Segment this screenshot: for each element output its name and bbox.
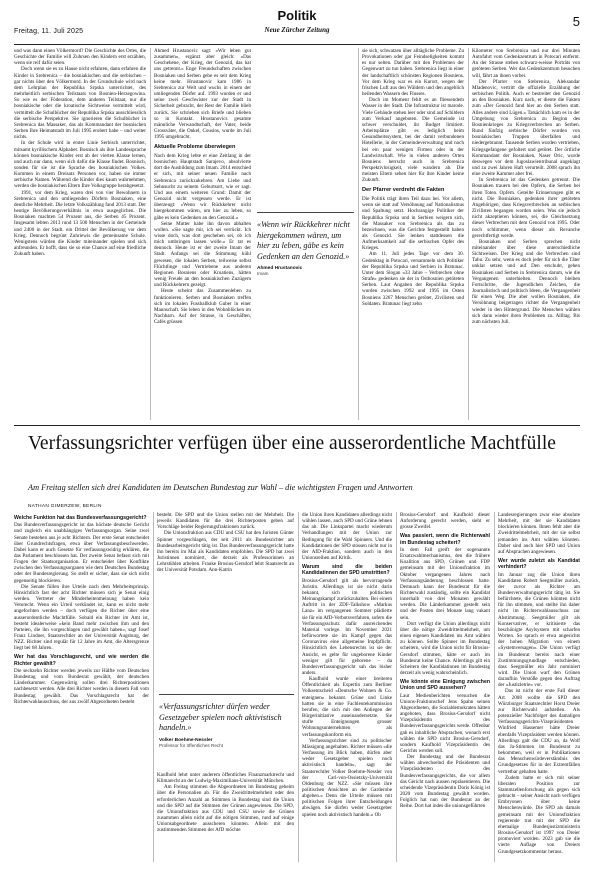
paragraph: In dem Fall greift der sogenannte Ersatzwahlmechanismus, den die frühere Koalition aus SPD, Grünen und FDP gemeinsam mit der Unionsfraktion im Oktober vergangenen Jahres nach Verfassungsänderung beschlossen hatte. Demnach kann der Bundesrat für die Richterwahl zuständig, sollte ein Kandidat innerhalb von drei Monaten gewählt werden. Die Länderkammer gestellt sein und der Posten drei Monate lang vakant sein. [400, 546, 490, 621]
paragraph: Der Bundestag und der Bundesrat wählen abwechselnd die Präsidenten und Vizepräsidenten des Bundesverfassungsgerichts, die vor allem das Gericht nach aussen repräsentieren. Die scheidende Vizepräsidentin Doris König ist 2020 vom Bundestag gewählt worden. Folglich hat nun der Bundesrat an der Reihe. Dort hat indes die unionsgeführten [400, 754, 490, 810]
paragraph: Doch wenn sie es zu Hause nicht erfahren, dann erfahren die Kinder in Srebrenica – die bosniakischen und die serbischen – gar nichts über den Völkermord. In der Grundschule wird nach dem Lehrplan der Republika Srpska unterrichtet, des mehrheitlich serbischen Teilstaats von Bosnien-Herzegowina. So wie es der Föderation, dem anderen Teilstaat, nur die bosniakische oder die kroatische Sichtweise vermittelt wird, vermittelt die Schulbücher der Republika Srpska ausschliesslich die serbische Perspektive. Sie ignorieren die Schulbücher in Srebrenica das Massaker, das als Kommandant der bosnischen Serben Ihre Heimatstadt im Juli 1995 erobert habe – und weiter nichts. [14, 66, 146, 141]
column-divider [468, 48, 469, 420]
pull-quote [257, 212, 354, 276]
upper-column-4 [472, 48, 580, 420]
paragraph: Brosius-Gersdorf und Kaufhold dieser Anforderung gerecht werden, sieht er grosse Zweifel. [400, 512, 490, 531]
column-divider [153, 512, 154, 862]
article-divider [14, 425, 580, 426]
paragraph: Die Unionsfraktion aus CDU und CSU hat den Juristen Günter Spinner vorgeschlagen, der seit 2011 als Bundesrichter am Bundesarbeitsgericht tätig ist. Das Bundesverfassungsgericht hatte ihn bereits im Mai als Kandidaten empfohlen. Die SPD hat zwei Juristinnen nominiert, die derzeit als Professorinnen an Lehrstühlen arbeiten. Frauke Brosius-Gersdorf lehrt Staatsrecht an der Universität Potsdam. Ann-Katrin [157, 530, 294, 574]
article-column-3 [302, 512, 392, 862]
paragraph: besteht. Die SPD und die Union stellen mit der Mehrheit. Die jeweils Kandidaten für die drei Richterposten geben auf Vorschläge beider Regierungsfraktionen zurück. [157, 512, 294, 531]
upper-column-3 [362, 48, 464, 420]
paragraph: Bosniaken und Serben sprechen nicht miteinander über diese unterschiedliche Sichtweisen. Der Krieg und die Verbrechen sind Tabu. Zu sehr, wenn es doch jeder für sich die Täter unklar setzen und auf Den erschuht, gehen Bosniaken und Serben in Srebrenica darum, wie die Vergangenen unterhielten. Dennoch bleiben Fortschritte, die Jugendlichen Zeichen, die Journalistisch und politisch Ideen, die Vergangenheit für einen Weg. Die aber wollen Bosniaken, die Versöhnung beigetragen richtet die Vergangenheit wieder in den Hintergrund. Die Menschen wählen sich dann wieder ihren Problemen zu. Allltag. Bis zum nächsten Juli. [472, 238, 580, 325]
pull-quote-text: «Verfassungsrichter dürfen weder Gesetzgeber spielen noch aktivistisch handeln.» [159, 702, 282, 733]
article-headline: Verfassungsrichter verfügen über eine ausserordentliche Machtfülle [28, 433, 556, 454]
paragraph: Die Politik trägt ihren Teil dazu bei. Vor allem, wenn sie statt auf Versöhnung auf Nationalismus und Spaltung setzt. Hochrangige Politiker der Republika Srpska und in Serbien weigern sich, die Massaker von Srebrenica als das zu bezeichnen, was die Gerichte festgestellt haben als Genozid. Sie lenken stattdessen die Aufmerksamkeit auf die serbischen Opfer des Krieges. [362, 196, 464, 252]
pull-quote-author: Ahmed Hrustanovic [257, 266, 303, 272]
pull-quote-text: «Wenn wir Rückkehrer nicht hiergekommen wären, um hier zu leben, gäbe es kein Gedenken an den Genozid.» [257, 220, 350, 261]
article-subheadline: Am Freitag stellen sich drei Kandidaten im Deutschen Bundestag zur Wahl – die wichtigsten Fragen und Antworten [28, 483, 413, 492]
column-divider [494, 512, 495, 862]
paragraph: sie sich, schwatzen über alltägliche Probleme. Zu Provokationen oder gar Feindseligkeiten kommt es nur selten. Darüber mit den Problemen der Gegenwart zu tun haben. Srebrenica liegt in einer der landschaftlich schönsten Regionen Bosniens. Vor dem Krieg war es ein Kurort, wegen der frischen Luft aus den Wäldern und den angeblich heilenden Wassern des Flusses. [362, 48, 464, 98]
article-column-4 [400, 512, 490, 862]
article-column-2 [157, 512, 294, 690]
byline: NATHAN GIMERZEW, BERLIN [28, 504, 102, 509]
pull-quote-role: Professor für öffentliches Recht [159, 742, 224, 748]
paragraph: Die sechzehn Richter werden jeweils zur Hälfte vom Deutschen Bundestag und vom Bundesrat gewählt, der deutschen Länderkammer. Gegenwärtig sollen drei Richterpositionen nachbesetzt werden. Alle drei Richter werden in diesem Fall vom Bundestag gewählt. Das Vorschlagsrecht hat der Richterwahlausschuss, der aus zwölf Abgeordneten besteht [14, 667, 149, 705]
question-heading: Wie könnte eine Einigung zwischen Union und SPD aussehen? [400, 679, 490, 692]
question-heading: Welche Funktion hat das Bundesverfassungsgericht? [14, 515, 147, 521]
paragraph: Kaufhold lehrt unter anderem öffentliches Finanzmarktrecht und Klimarecht an der Ludwig-Maximilians-Universität München. [157, 772, 294, 785]
paragraph: Der Pfarrer von Srebrenica, Aleksandar Mladenovic, vertritt die offizielle Erzählung der serbischen Politik. Auch er bestreitet den Genozid an den Bosniaken. Kurz nach, er diente die Fakten zum «Der Genozid fand hier an den Serben statt. Alles andere sind Lügen.» Tatsächlich kam es in der Umgebung von Srebrenica zu Beginn des Bosnienkrieges zu Kriegsverbrechen an Serben. Rund fünfzig serbische Dörfer wurden von bosniakischen Truppen überfallen und niedergebrannt. Tausende Serben wurden vertrieben, Kriegsgefangene gefoltert und getötet. Der örtliche Kommandant der Bosniaken, Naser Oric, wurde deswegen vor dem Jugoslawientribunal angeklagt und zu zwei Jahren Haft verurteilt. 2008 sprach ihn eine zweite Kammer aber frei. [472, 78, 580, 178]
paragraph: Doch im Moment fehlt es an fliessendem Wasser in der Stadt. Die Infrastruktur ist marode. Viele Gebäude stehen leer oder sind auf Schildern zum Verkauf angeboten. Die Gemeinde ist schwer verschuldet, ihr Budget limitiert. Arbeitsplätze gibt es lediglich beim Gesundheitssystem, bei der damit verbundenen Hotellerie, in der Gemeindeverwaltung und noch bei ein paar wenigen Firmen oder in der Landwirtschaft. Wie in vielen anderen Orten Bosniens herrscht auch in Srebrenica Perspektivlosigkeit, viele wandern ab. Die meisten Eltern sehen hier für ihre Kinder keine Zukunft. [362, 97, 464, 184]
question-heading: Wer hat das Vorschlagsrecht, und wie werden die Richter gewählt? [14, 654, 149, 667]
paragraph: Kilometer von Srebrenica und nur drei Minuten Autofahrt vom Gedenkzentrum in Potocari entfernt. An der Strasse stehen schwarz-weisse Porträts von getöteten Serben. Wer das Gedenkzentrum besuchen will, fährt an ihnen vorbei. [472, 48, 580, 79]
paragraph: Heute scheint das Zusammenleben zu funktionieren. Serben und Bosniaken treffen sich im lokalen Fussballklub Guber in einer Mannschaft. Sie leben in den Wohnblöcken im Nachbarn. Auf der Strasse, in Geschäften, Cafés grüssen [154, 288, 251, 326]
paragraph: Kaufhold wurde einer breiteren Öffentlichkeit als Expertin zum Berliner Volksentscheid «Deutsche Wohnen & Co. enteignen» bekannt. Grüne und Linke hatten sie in eine Fachleutekommission berufen, die sich mit den Anliegen der Bürgerinitiative auseinandersetzte. Sie stufte Enteignungen grosser Wohnungsunternehmen als verfassungskonform ein. [302, 676, 392, 738]
paragraph: Am Freitag stimmen die Abgeordneten im Bundestag geheim über die Personalien ab. Für die Zweidrittelmehrheit oder den erforderlichen Anzahl an Stimmen in Bundestag sind die Union und die SPD auf die Stimmen der Grünen angewiesen. Die SPD, die Unionsfraktion aus CDU und CSU sowie die Grünen zusammen allein nicht auf die nötigen Stimmen, rund auf einige Unionsabgeordnete ausscheren könnten. Allein mit den zustimmenden Stimmen der AfD möchte [157, 784, 294, 834]
paragraph: Verfassungsrichter sind zu politischer Mässigung angehalten. Richter müssen «die Verfassung im Blick haben, dürfen aber weder Gesetzgeber spielen noch aktivistisch handeln», sagt der Staatsrechtler Volker Boehme-Nessler von der Carl-von-Ossietzky-Universität Oldenburg der NZZ. «Sie müssen ihre politischen Ansichten an der Garderobe abgeben.» Denn die Urteile müssen mit politischen Folgen ihrer Entscheidungen abwägen. Sie dürfen weder Gesetzgeber spielen noch aktivistisch handeln.» Ob [302, 737, 392, 818]
column-divider [358, 48, 359, 420]
paragraph: Laut Medienberichten versuchen die Unions-Fraktionschef Jens Spahn seinen Abgeordneten, die Sozialdemokraten hätten angeboten, dass Brosius-Gersdorf nicht Vizepräsidentin des Bundesverfassungsgerichts werde. Offenbar gab es inhaltliche Absprachen, wonach erst wählen die SPD nicht Brosius-Gersdorf, sondern Kaufhold Vizepräsidentin des Gerichts werden soll. [400, 692, 490, 754]
paragraph: Dort verfügt die Union allerdings nicht über die nötige Zweidrittelmehrheit, um einen eigenen Kandidaten ins Amt wählen zu können. Sollte Spinner im Bundestag scheitern, wird die Union nicht für Brosius-Gersdorf stimmen, hätte er auch im Bundesrat keine Chance. Allerdings gilt ein Scheitern der Kandidatinnen im Bundestag derzeit als wenig wahrscheinlich. [400, 620, 490, 676]
page-header [14, 6, 580, 45]
issue-date: Freitag, 11. Juli 2025 [14, 28, 84, 35]
newspaper-name: Neue Zürcher Zeitung [264, 26, 330, 34]
paragraph: In Srebrenica ist das Gedenken getrennt. Die Bosniaken trauern bei den Opfern, die Serben bei ihren Toten. Opfern. Geteilte Erinnerungen gibt es nicht. Die Bosniaken, gedenken ihrer getöteten Angehörigen, dass Kriegsverbrechen an serbischen Zivilisten begangen worden seien. Was sie jedoch nicht akzeptieren können, sei, die Gleichsetzung dieser Verbrechen mit dem Genozid von 1995. Oder noch schlimmer, wenn dieser als Revanche gerechtfertigt werde. [472, 177, 580, 239]
paragraph: Am 11. Juli jedes Tage vor dem 30. Gedenktag in Potocari, versammeln sich Politiker der Republika Srpska und Serbien in Bratunac. Unter dem Slogan «33 Jahre – Verbrechen ohne Strafe» gedenken sie der in Ostbosnien getöteten Serben. Laut Angaben der Republika Srpska wurden zwischen 1992 und 1995 im Osten Bosniens 3267 Menschen getötet, Zivilisten und Soldaten. Bratunac liegt zehn [362, 251, 464, 307]
paragraph: Ahmed Hrustanovic sagt: «Wir leben gut zusammen», ergänzt aber gleich: «Das Geschehene, der Krieg, der Genozid, das hat uns getrennt.» Enge Freundschaften zwischen Bosniaken und Serben gebe es seit dem Krieg keine mehr. Hrustanovic kam 1986 in Srebrenica zur Welt und wuchs in einem der umliegenden Dörfer auf. 1993 wurden er und seine zwei Geschwister zur der Stadt in Sicherheit gebracht, der Rest der Familie blieb zurück. Sie schrieben sich Briefe und blieben so in Kontakt. Hrustanovics gesamte männliche Verwandtschaft, der Vater, beide Grossväter, die Onkel, Cousins, wurde im Juli 1995 umgebracht. [154, 48, 251, 141]
paragraph: Brosius-Gersdorf gilt als hervorragende Juristin. Allerdings ist sie nicht darin bekannt, sich im politischen Meinungskampf zurückzuhalten. Bei einem Auftritt in der ZDF-Talkshow «Markus Lanz» im vergangenen Sommer plädierte sie für ein AfD-Verbotsverfahren, sofern die Verfassungsschutz dafür ausreichendes Material vorlege. Im November 2021 befürwortete sie im Kampf gegen das Coronavirus eine allgemeine Impfpflicht. Hinsichtlich des Lebensrechts ist sie der Ansicht, es gelte für ungeborene Kinder weniger gilt für geborene – da Bundesverfassungsgericht sah das bisher anders. [302, 577, 392, 676]
article-column-2b [157, 772, 294, 862]
question-heading: Warum sind die beiden Kandidatinnen der SPD umstritten? [302, 564, 392, 577]
upper-column-1 [14, 48, 146, 420]
pull-quote-role: Imam [257, 271, 269, 277]
section-title: Politik [277, 8, 317, 23]
column-divider [150, 48, 151, 420]
paragraph: und was dann einen Völkermord? Die Geschichte des Ortes, die Geschichte der Familie will Zuhrsen den Kindern erst erzählen, wenn sie reif dafür seien. [14, 48, 146, 67]
subheading: Aktuelle Probleme überwiegen [154, 144, 236, 151]
question-heading: Wer wurde zuletzt als Kandidat verhindert? [498, 558, 580, 571]
paragraph: Zudem hatte er sich mit seiner liberalen Position zur Stammzellenforschung als gegen sich gebracht – seiner Ansicht nach verfügen Embryonen über keine Menschenwürde. Die SPD als damals gemeinsam mit der Unionsfraktion regierende trat mit der SPD die ehemalige Bundesjustizministerin Brosius-Gersdorf ist 1997 von Dreier promoviert worden. 2023 gab sie die vierte Auflage von Dreiers Grundgesetzkommentar heraus. [498, 774, 580, 855]
page-number: 5 [572, 14, 580, 29]
paragraph: Das ist nicht der erste Fall dieser Art. 2008 wollte die SPD den Würzburger Staatsrechtler Horst Dreier zur Richterwahl aufstellen. Als potenzieller Nachfolger des damaligen Verfassungsgerichts-Vizepräsidenten Winfried Hassemer hätte Dreier ebenfalls Vizepräsident werden können. Allerdings galt die CDU an, da Wolf das Ja-Stimmen im Bundesrat zu bekommen, weil er in Publikationen das Menschenwürdeverständnis des Grundgesetzes für in der Extremfällen vertretbar gehalten hatte. [498, 688, 580, 775]
paragraph: Das Bundesverfassungsgericht ist das höchste deutsche Gericht und zugleich ein unabhängiges Verfassungsorgan. Seine zwei Senate bestehen aus je acht Richtern. Der erste Senat entscheidet über Grundrechtsfragen, etwa über Verfassungsbeschwerden. Dabei kann er auch Gesetze für verfassungswidrig erklären, die das Parlament beschlossen hat. Der zweite Senat befasst sich mit Fragen der Staatsorganisation. Er entscheidet über Konflikte zwischen den Verfassungsorganen wie dem Deutschen Bundestag oder der Bundesregierung. So stellt er sicher, dass sie sich nicht gegenseitig blockieren. [14, 522, 149, 584]
column-divider [298, 512, 299, 862]
pull-quote-author: Volker Boehme-Nessler [159, 737, 213, 743]
paragraph: Nach dem Krieg lebte er eine Zeitlang in der bosnischen Hauptstadt Sarajevo, absolvierte dort die Ausbildung zum Imam. 2014 entschied er sich, mit seiner neuen Familie nach Srebrenica zurückzukehren. Am Liebe und Sehnsucht zu seinem Geburtsort, wie er sagt. Und aus einem weiteren Grund: Damit der Genozid nicht vergessen werde. Er ist überzeugt: «Wenn wir Rückkehrer nicht hiergekommen wären, um hier zu leben, so gäbe es kein Gedenken an den Genozid.» [154, 152, 251, 221]
article-column-1 [14, 512, 149, 862]
article-column-5 [498, 512, 580, 862]
question-heading: Was passiert, wenn die Richterwahl im Bundestag scheitert? [400, 533, 490, 546]
paragraph: Landesregierungen zwar eine absolute Mehrheit, mit der sie Kandidaten blockieren können. Ihnen fehlt aber die Zweidrittelmehrheit, mit der sie selbst jemanden ins Amt wählen könnten. Daher sind auch hier SPD und Union auf Absprachen angewiesen. [498, 512, 580, 555]
upper-column-2 [154, 48, 251, 420]
paragraph: Seine Mutter habe ihn davon abhalten wollen. «Sie sagte mir, ich sei verrückt. Ich wisse doch, was dort geschehen sei, ob ich mich umbringen lassen wolle.» Er tat es dennoch. Heute ist er der zweite Imam der Stadt. Anfangs sei die Stimmung kühl gewesen, die lokalen Serben, teilweise selbst Flüchtlinge und Vertriebene aus anderen Regionen Bosniens oder Kroatiens, hätten wenig Freude an den bosniakischen Zuzügern und Rückkehrern gezeigt. [154, 220, 251, 289]
paragraph: Die Senate füllen ihre Urteile nach dem Mehrheitsprinzip. Hinsichtlich fast der acht Richter müssen sich je Senat einig werden. Vertreter der Minderheitenmeinung haben kein Vetorecht. Wenn ein Urteil verkündet ist, kann es nicht mehr angefochten werden – doch verfügen die Richter über eine ausserordentliche Machtfülle. Sobald ein Richter im Amt ist, besteht idealerweise «kein Band mehr zwischen ihm und den Parteien, die ihn vorgeschlagen und gewählt haben», sagt Josef Franz Lindner, Staatsrechtler an der Universität Augsburg, der NZZ. Richter sind regulär für 12 Jahre im Amt, die Altersgrenze liegt bei 68 Jahren. [14, 583, 149, 652]
column-divider [396, 512, 397, 862]
pull-quote [159, 694, 294, 748]
paragraph: die Union ihren Kandidaten allerdings nicht wählen lassen, auch SPD und Grüne lehnen das ab. Die Linkspartei macht wiederum Verhandlungen mit der Union zur Bedingung für die Wahl Spinners. Und die Kandidatinnen der SPD stossen nicht nur in der AfD-Fraktion, sondern auch in den Unionsreihen auf Kritik. [302, 512, 392, 562]
subheading: Der Pfarrer verdreht die Fakten [362, 187, 445, 194]
paragraph: In der Schule wird in erster Linie Serbisch unterrichtet, mitsamt kyrillischem Alphabet. Bosnisch als ihre Landessprache können bosniakische Kinder erst ab der vierten Klasse lernen, und auch nur dann, wenn sich dafür die Klasse findet. Bosnisch, sonden für sie ist die Sprache des bosniakischen Volkes. Kommen in einem Dreisatz Personen vor, haben sie immer serbische Namen. Während die Kinder dies kaum wahrnehmen, werden die bosniakischen Eltern Ihre Volksgruppe herabgesetzt. [14, 140, 146, 190]
paragraph: Im Januar zog die Union ihren Kandidaten Robert Seegmüller zurück, der zuvor als Richter am Bundesverwaltungsgericht tätig ist. Sie befürchtete, die Grünen könnten nicht für ihn stimmen, und stellte ihn daher nicht im Richterwahlausschuss zur Abstimmung. Seegmüller gilt als Konservativer, er kritisierte das beschönigte Asylsystem mit scharfen Worten. So sprach er etwa angesichts der hohen Migration von einem «Systemversagen». Die Union verfügt im Bundesrat bereits nach einer Zustimmungsgrundlage entschieden, dass Seegmüller ein Jahr nominiert wird. Die Union warf den Grünen daraufhin Verstöße gegen den Auftrag der «Justizletrie» vor. [498, 571, 580, 689]
paragraph: 1991, vor dem Krieg, waren drei von vier Bewohnern in Srebrenica und den umliegenden Dörfern Bosniaken, eine deutliche Mehrheit. Die letzte Volkszählung fand 2013 statt. Der heutige Bevölkerungsverhältnis in etwa ausgeglichen. Die Bosniaken machten 54 Prozent aus, die Serben 45 Prozent. Insgesamt lebten 2013 rund 13 500 Menschen in der Gemeinde und 2400 in der Stadt. ein Drittel der Bevölkerung vor dem Krieg. Dennoch begrünt Zuhriewis die gemeinsame Schule. Wenigstens würden die Kinder miteinander spielen und sich anfreunden. Er hofft, dass sie so eine Chance auf eine friedliche Zukunft haben. [14, 189, 146, 258]
